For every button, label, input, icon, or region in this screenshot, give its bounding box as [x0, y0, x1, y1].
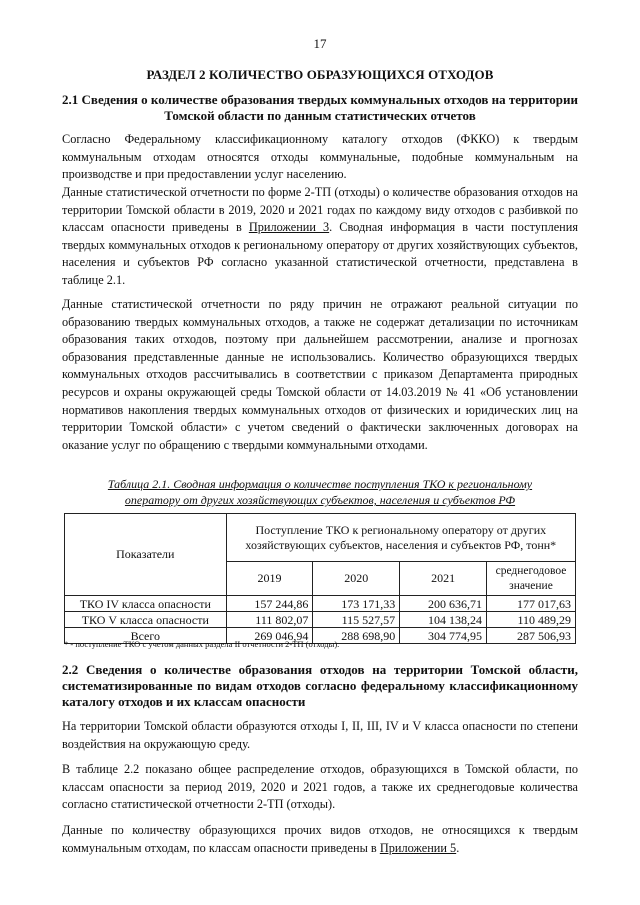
cell-value: 287 506,93 [486, 628, 575, 644]
cell-value: 177 017,63 [486, 596, 575, 612]
section-title: РАЗДЕЛ 2 КОЛИЧЕСТВО ОБРАЗУЮЩИХСЯ ОТХОДОВ [146, 67, 494, 82]
paragraph-hazard-classes: На территории Томской области образуются отходы I, II, III, IV и V класса опасности по степени воздействия на окружающую среду. [62, 719, 578, 751]
cell-value: 269 046,94 [226, 628, 313, 644]
page-number: 17 [313, 36, 327, 51]
paragraph-statistics-text-1: Данные статистической отчетности по форме 2-ТП (отходы) о количестве образования отходов на территории Томской области в 2019, 2020 и 2021 годах по каждому виду отходов с разбивкой по классам опасности приведены в [62, 185, 578, 235]
paragraph-other-waste [62, 822, 578, 857]
table-footnote: * - поступление ТКО с учетом данных раздела II отчетности 2-ТП (отходы). [64, 639, 340, 649]
header-year-2021: 2021 [400, 562, 487, 596]
paragraph-table-2-2: В таблице 2.2 показано общее распределение отходов, образующихся в Томской области, по классам опасности за период 2019, 2020 и 2021 годов, а также их среднегодовые количества согласно статистической отчетности 2-ТП (отходы). [62, 762, 578, 812]
table-row [65, 596, 576, 612]
cell-value: 104 138,24 [400, 612, 487, 628]
paragraph-statistics [62, 184, 578, 290]
header-main: Поступление ТКО к региональному оператору от других хозяйствующих субъектов, населения и субъектов РФ, тонн* [226, 514, 575, 562]
table-caption: Таблица 2.1. Сводная информация о количестве поступления ТКО к региональному оператору от других хозяйствующих субъектов, населения и субъектов РФ [107, 477, 533, 507]
paragraph-statistics-text-2: . Сводная информация в части поступления твердых коммунальных отходов к региональному оператору от других хозяйствующих субъектов, населения и субъектов РФ согласно указанной статистической отчетности, представлена в таблице 2.1. [62, 220, 578, 287]
row-label: ТКО IV класса опасности [65, 596, 227, 612]
appendix-5-link[interactable]: Приложении 5 [379, 840, 457, 855]
cell-value: 111 802,07 [226, 612, 313, 628]
cell-value: 110 489,29 [486, 612, 575, 628]
row-label: Всего [65, 628, 227, 644]
row-label: ТКО V класса опасности [65, 612, 227, 628]
cell-value: 173 171,33 [313, 596, 400, 612]
header-year-2020: 2020 [313, 562, 400, 596]
subsection-1-title: 2.1 Сведения о количестве образования твердых коммунальных отходов на территории Томской области по данным статистических отчетов [62, 92, 578, 123]
header-year-2019: 2019 [226, 562, 313, 596]
cell-value: 200 636,71 [400, 596, 487, 612]
cell-value: 157 244,86 [226, 596, 313, 612]
cell-value: 304 774,95 [400, 628, 487, 644]
paragraph-fkko: Согласно Федеральному классификационному каталогу отходов (ФККО) к твердым коммунальным отходам относятся отходы коммунальные, подобные коммунальным на производстве и при предоставлении услуг населению. [62, 132, 578, 182]
subsection-2-title: 2.2 Сведения о количестве образования отходов на территории Томской области, систематизированные по видам отходов согласно федеральному классификационному каталогу отходов и их классам опасности [62, 662, 578, 709]
table-row [65, 612, 576, 628]
header-indicators: Показатели [65, 514, 227, 596]
header-average: среднегодовое значение [486, 562, 575, 596]
paragraph-other-waste-text-2: . [456, 840, 460, 855]
appendix-3-link[interactable]: Приложении 3 [248, 220, 330, 235]
cell-value: 115 527,57 [313, 612, 400, 628]
cell-value: 288 698,90 [313, 628, 400, 644]
summary-table [64, 513, 576, 644]
paragraph-other-waste-text-1: Данные по количеству образующихся прочих видов отходов, не относящихся к твердым коммунальным отходам, по классам опасности приведены в [62, 823, 578, 855]
paragraph-reliability: Данные статистической отчетности по ряду причин не отражают реальной ситуации по образованию твердых коммунальных отходов, а также не содержат детализации по источникам образования таких отходов, поэтому при дальнейшем рассмотрении, анализе и прогнозах образования представленные данные не использовались. Количество образующихся твердых коммунальных отходов рассчитывались в соответствии с приказом Департамента природных ресурсов и охраны окружающей среды Томской области от 14.03.2019 № 41 «Об установлении нормативов накопления твердых коммунальных отходов от физических и юридических лиц на территории Томской области» с учетом сведений о фактически заключенных договорах на оказание услуг по обращению с твердыми коммунальными отходами. [62, 297, 578, 452]
